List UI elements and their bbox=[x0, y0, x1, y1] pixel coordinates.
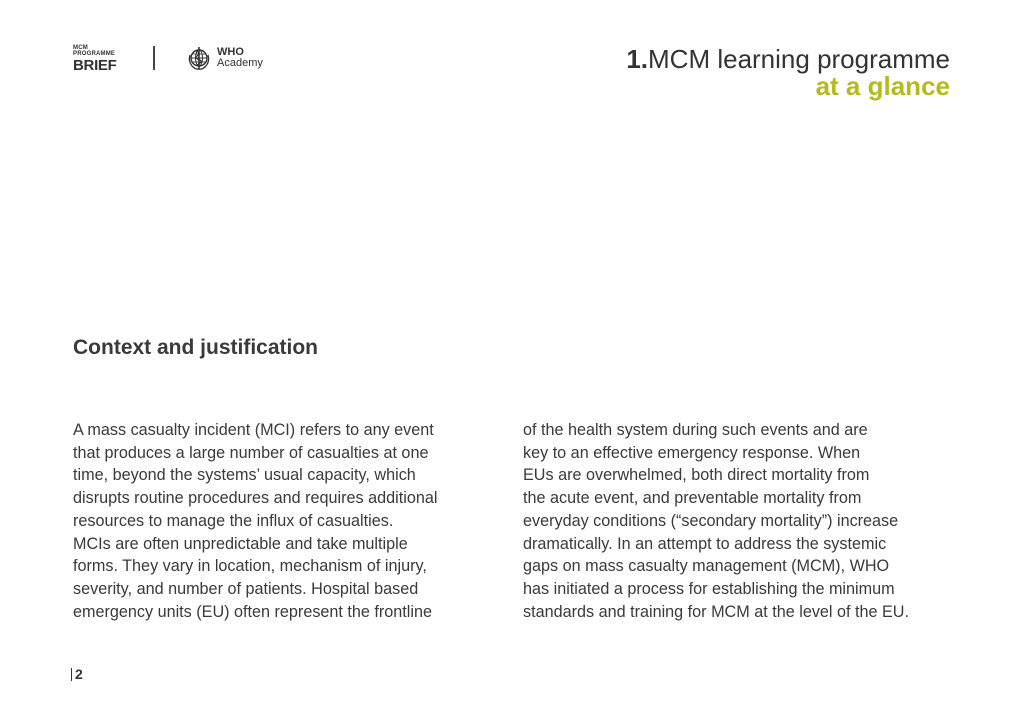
brief-small-line-1: MCM bbox=[73, 45, 88, 51]
text-line: that produces a large number of casualties at one bbox=[73, 443, 429, 462]
text-line: disrupts routine procedures and requires additional bbox=[73, 489, 438, 508]
text-line: key to an effective emergency response. When bbox=[523, 443, 861, 462]
text-line: the acute event, and preventable mortality from bbox=[523, 489, 862, 508]
body-column-left bbox=[73, 419, 437, 623]
text-line: standards and training for MCM at the level of the EU. bbox=[523, 602, 909, 621]
text-line: dramatically. In an attempt to address the systemic bbox=[523, 534, 887, 553]
text-line: forms. They vary in location, mechanism of injury, bbox=[73, 557, 427, 576]
brief-small-line-2: PROGRAMME bbox=[73, 51, 116, 57]
who-academy-label: Academy bbox=[217, 57, 263, 69]
title-number: 1. bbox=[626, 44, 649, 74]
text-line: A mass casualty incident (MCI) refers to any event bbox=[73, 421, 434, 439]
who-name: WHO bbox=[217, 46, 244, 58]
page-number bbox=[71, 666, 83, 682]
text-line: resources to manage the influx of casualties. bbox=[73, 511, 394, 530]
page-number-value: 2 bbox=[75, 666, 83, 682]
title-text: MCM learning programme bbox=[648, 44, 950, 74]
text-line: severity, and number of patients. Hospital based bbox=[73, 579, 419, 598]
text-line: of the health system during such events and are bbox=[523, 421, 868, 439]
body-column-right bbox=[523, 419, 909, 623]
programme-brief-label bbox=[73, 45, 117, 73]
section-heading: Context and justification bbox=[73, 336, 319, 359]
text-line: EUs are overwhelmed, both direct mortality from bbox=[523, 466, 870, 485]
header-divider bbox=[153, 46, 155, 70]
text-line: emergency units (EU) often represent the frontline bbox=[73, 602, 433, 621]
text-line: has initiated a process for establishing the minimum bbox=[523, 579, 895, 598]
brief-title: BRIEF bbox=[73, 57, 117, 74]
text-line: everyday conditions (“secondary mortality”) increase bbox=[523, 511, 899, 530]
who-academy-logo bbox=[185, 44, 263, 72]
title-subtitle: at a glance bbox=[815, 71, 950, 102]
page-title bbox=[626, 46, 950, 101]
text-line: gaps on mass casualty management (MCM), WHO bbox=[523, 557, 890, 576]
who-emblem-icon bbox=[185, 44, 213, 72]
text-line: MCIs are often unpredictable and take multiple bbox=[73, 534, 408, 553]
text-line: time, beyond the systems’ usual capacity, which bbox=[73, 466, 416, 485]
page-number-bar bbox=[71, 668, 72, 681]
